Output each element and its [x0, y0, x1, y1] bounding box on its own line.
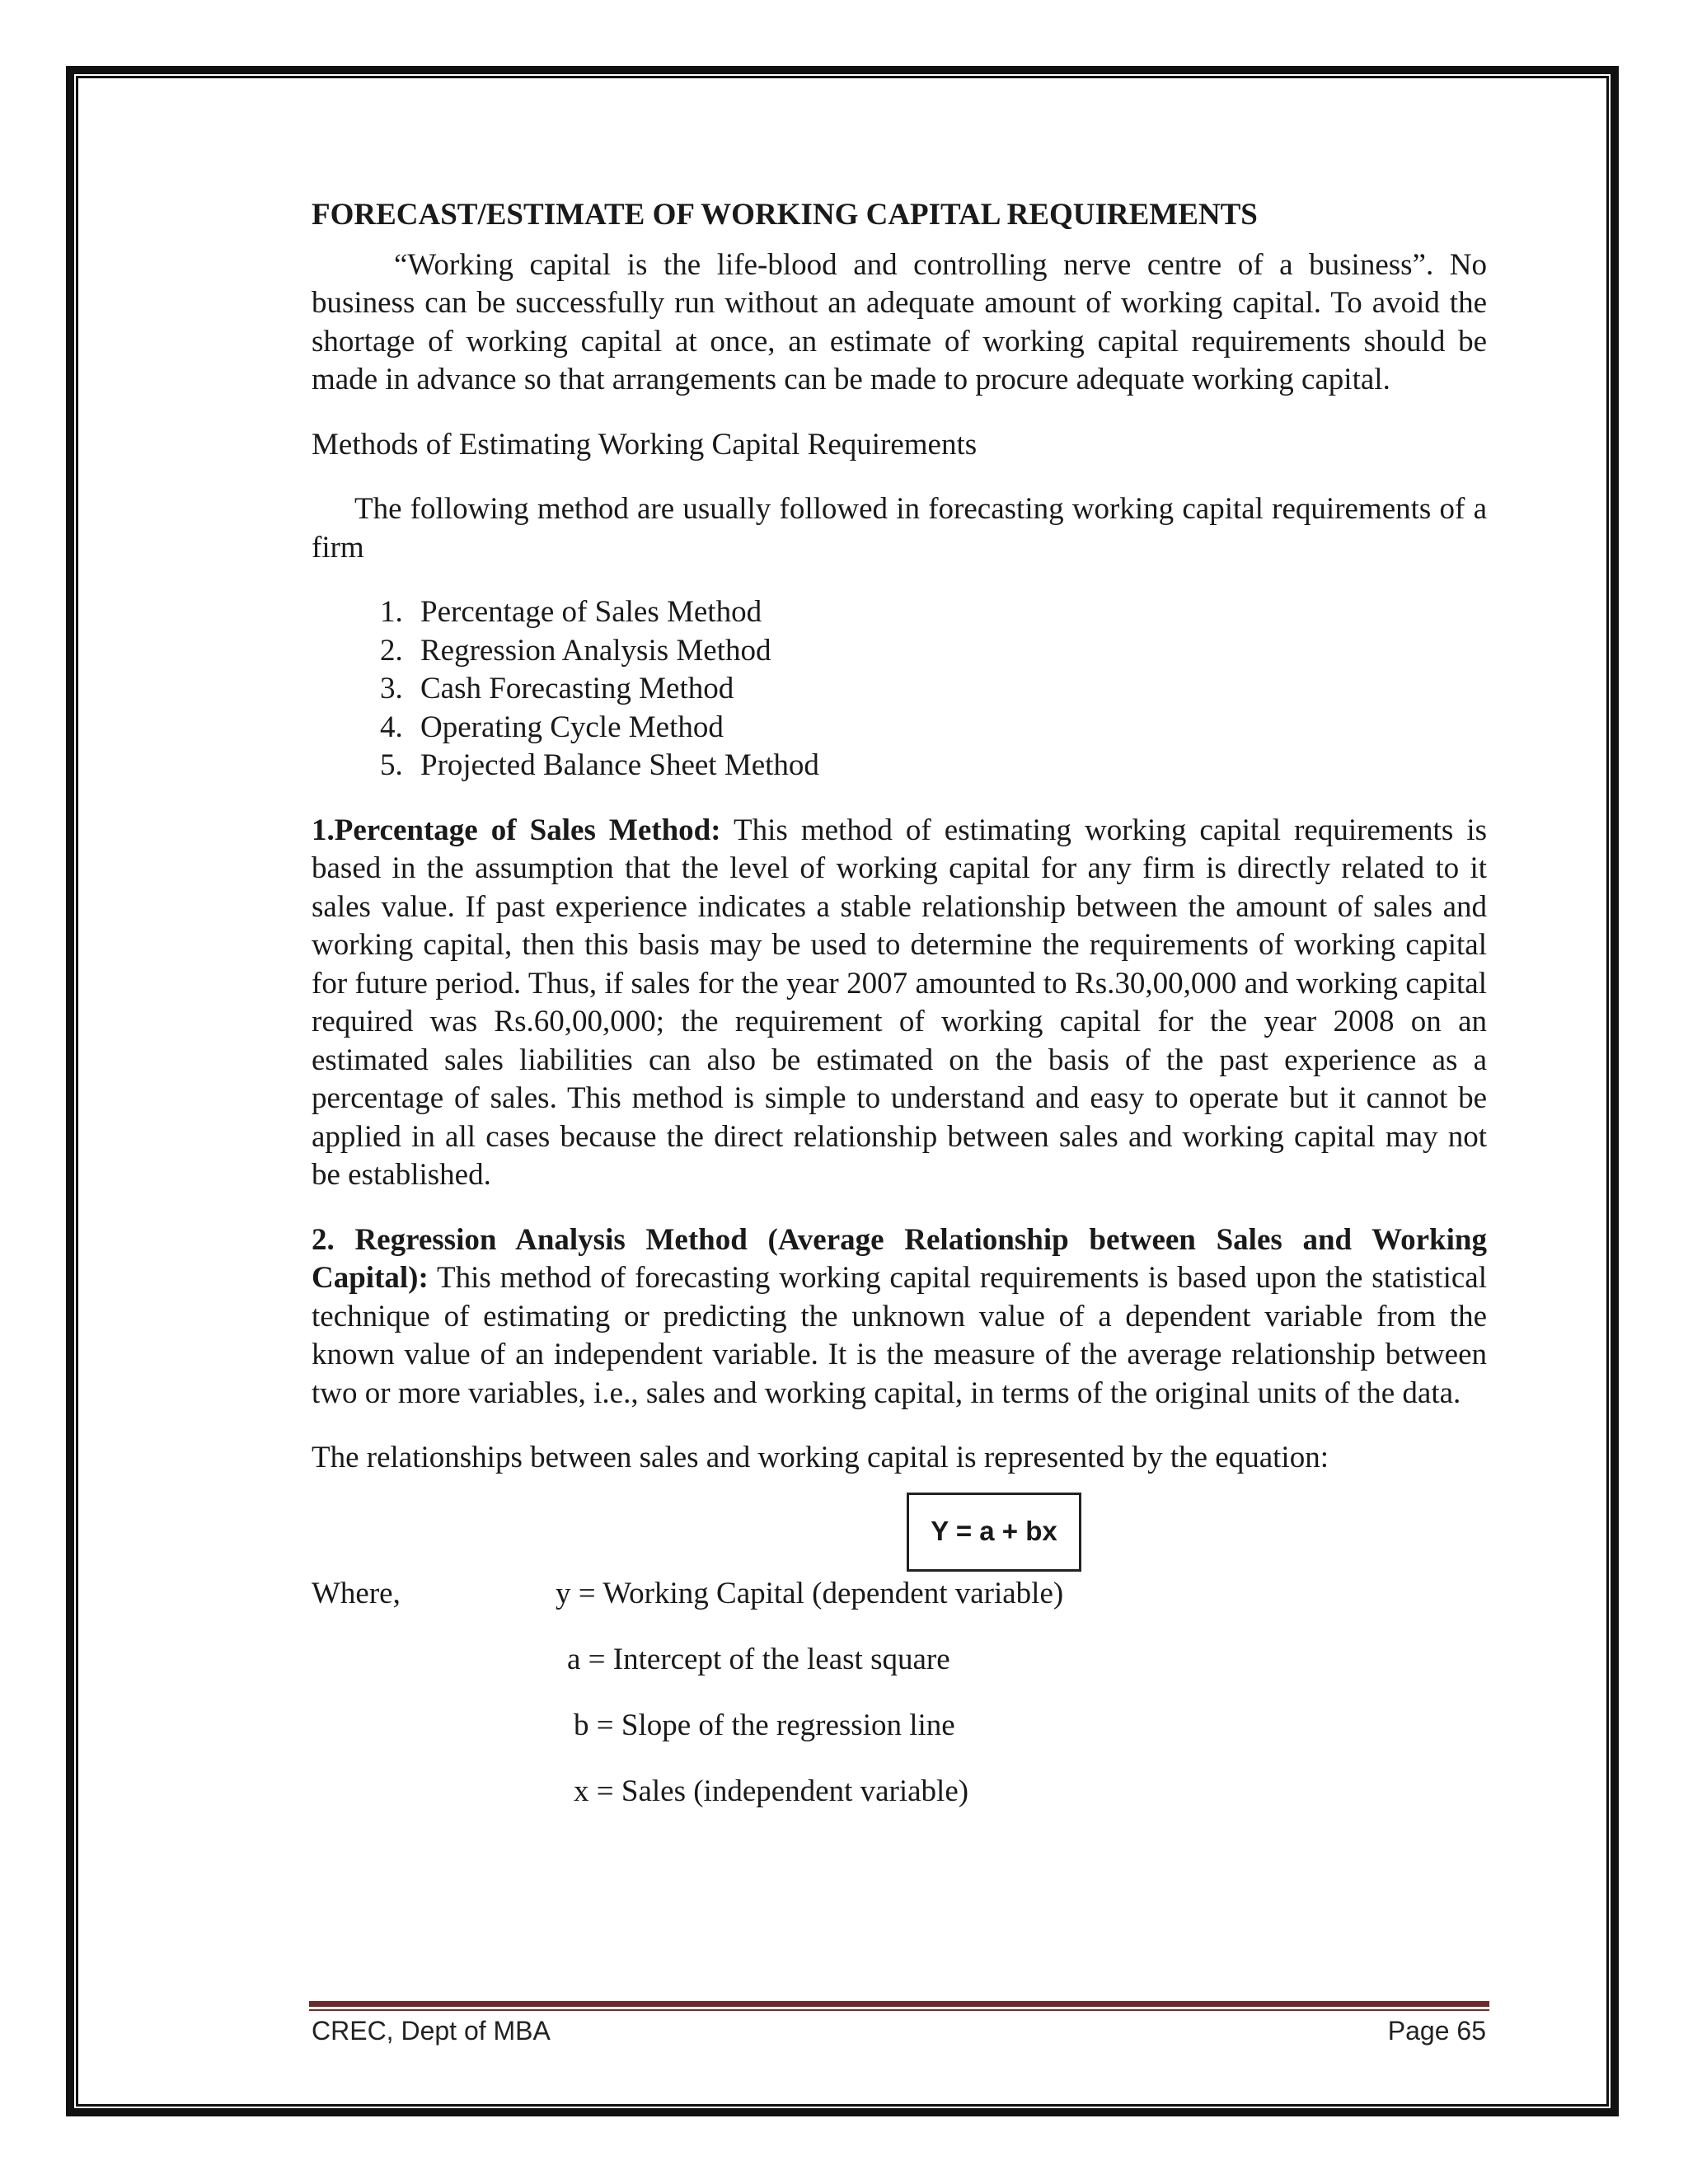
list-item: 3. Cash Forecasting Method — [410, 670, 1487, 709]
definition-row-y — [312, 1575, 1487, 1613]
equation-box: Y = a + bx — [907, 1493, 1081, 1572]
definition-b: b = Slope of the regression line — [574, 1708, 955, 1742]
intro-paragraph: “Working capital is the life-blood and controlling nerve centre of a business”. No business can be successfully run without an adequate amount of working capital. To avoid the shortage of working capital at once, an estimate of working capital requirements should be made in advance so that arrangements can be made to procure adequate working capital. — [312, 247, 1487, 396]
section-2-title: 2. Regression Analysis Method (Average Relationship between Sales and Working Capital): — [312, 1222, 1487, 1295]
methods-list — [312, 593, 1487, 785]
section-2-body: This method of forecasting working capital requirements is based upon the statistical technique of estimating or predicting the unknown value of a dependent variable from the known value of an independent variable. It is the measure of the average relationship between two or more variables, i.e., sales and working capital, in terms of the original units of the data. — [312, 1261, 1487, 1410]
footer-department: CREC, Dept of MBA — [312, 2016, 551, 2046]
footer-rule — [309, 2001, 1489, 2007]
section-1-body: This method of estimating working capital requirements is based in the assumption that the level of working capital for any firm is directly related to it sales value. If past experience indicates a stable relationship between the amount of sales and working capital, then this basis may be used to determine the requirements of working capital for future period. Thus, if sales for the year 2007 amounted to Rs.30,00,000 and working capital required was Rs.60,00,000; the requirement of working capital for the year 2008 on an estimated sales liabilities can also be estimated on the basis of the past experience as a percentage of sales. This method is simple to understand and easy to operate but it cannot be applied in all cases because the direct relationship between sales and working capital may not be established. — [312, 813, 1487, 1192]
list-item: 4. Operating Cycle Method — [410, 709, 1487, 748]
list-item: 2. Regression Analysis Method — [410, 632, 1487, 671]
definition-a: a = Intercept of the least square — [567, 1642, 950, 1676]
definition-row-x — [312, 1773, 1487, 1811]
definition-row-a — [312, 1641, 1487, 1679]
page-content — [312, 196, 1487, 1839]
list-item: 5. Projected Balance Sheet Method — [410, 747, 1487, 785]
section-percentage-of-sales — [312, 812, 1487, 1195]
page-title: FORECAST/ESTIMATE OF WORKING CAPITAL REQUIREMENTS — [312, 198, 1258, 232]
list-item: 1. Percentage of Sales Method — [410, 593, 1487, 632]
footer-page-number: Page 65 — [1387, 2016, 1486, 2046]
equation-container — [312, 1493, 1487, 1573]
footer-rule-thin — [309, 2009, 1489, 2011]
methods-title: Methods of Estimating Working Capital Requirements — [312, 427, 978, 462]
equation-intro: The relationships between sales and working capital is represented by the equation: — [312, 1441, 1329, 1474]
definition-y: y = Working Capital (dependent variable) — [556, 1576, 1064, 1610]
methods-lead-paragraph: The following method are usually followed in forecasting working capital requirements of a firm — [312, 492, 1487, 565]
definition-row-b — [312, 1707, 1487, 1745]
section-1-title: 1.Percentage of Sales Method: — [312, 813, 721, 847]
section-regression-analysis — [312, 1221, 1487, 1413]
definition-x: x = Sales (independent variable) — [574, 1774, 969, 1808]
where-label: Where, — [312, 1576, 401, 1610]
